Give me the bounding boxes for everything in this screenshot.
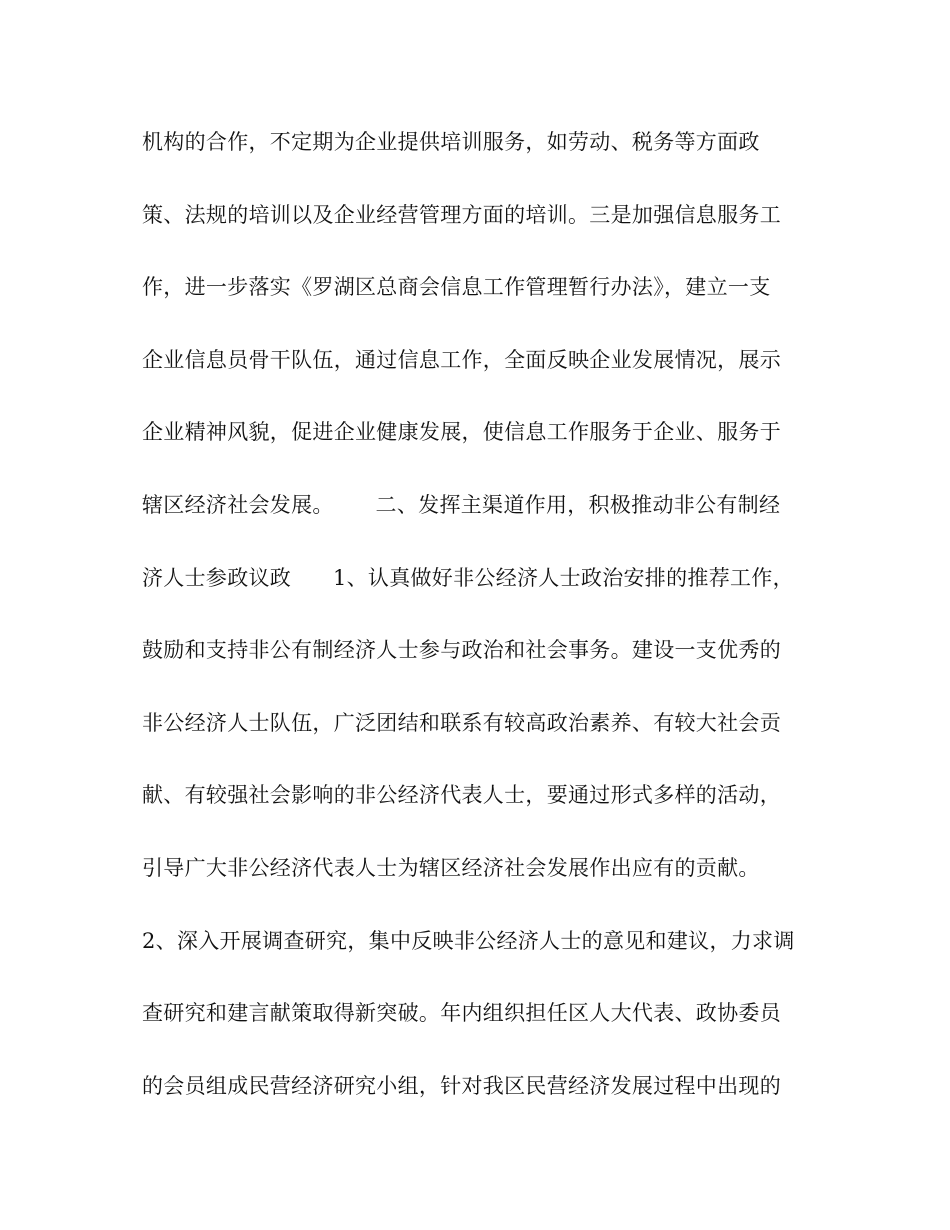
text-line: 鼓励和支持非公有制经济人士参与政治和社会事务。建设一支优秀的 [142,638,781,663]
body-text [142,122,822,1138]
text-line: 2、深入开展调查研究，集中反映非公经济人士的意见和建议，力求调 [142,928,795,953]
text-line: 济人士参政议政 1、认真做好非公经济人士政治安排的推荐工作， [142,565,794,590]
text-line: 引导广大非公经济代表人士为辖区经济社会发展作出应有的贡献。 [142,855,760,880]
text-line: 非公经济人士队伍，广泛团结和联系有较高政治素养、有较大社会贡 [142,710,781,735]
text-line: 企业信息员骨干队伍，通过信息工作，全面反映企业发展情况，展示 [142,347,781,372]
text-line: 的会员组成民营经济研究小组，针对我区民营经济发展过程中出现的 [142,1073,781,1098]
text-line: 查研究和建言献策取得新突破。年内组织担任区人大代表、政协委员 [142,1001,781,1026]
text-line: 机构的合作，不定期为企业提供培训服务，如劳动、税务等方面政 [142,130,760,154]
text-line: 策、法规的培训以及企业经营管理方面的培训。三是加强信息服务工 [142,202,781,227]
text-line: 辖区经济社会发展。 二、发挥主渠道作用，积极推动非公有制经 [142,492,781,517]
text-line: 企业精神风貌，促进企业健康发展，使信息工作服务于企业、服务于 [142,420,781,445]
text-line: 献、有较强社会影响的非公经济代表人士，要通过形式多样的活动， [142,783,781,808]
text-line: 作，进一步落实《罗湖区总商会信息工作管理暂行办法》，建立一支 [142,275,771,300]
